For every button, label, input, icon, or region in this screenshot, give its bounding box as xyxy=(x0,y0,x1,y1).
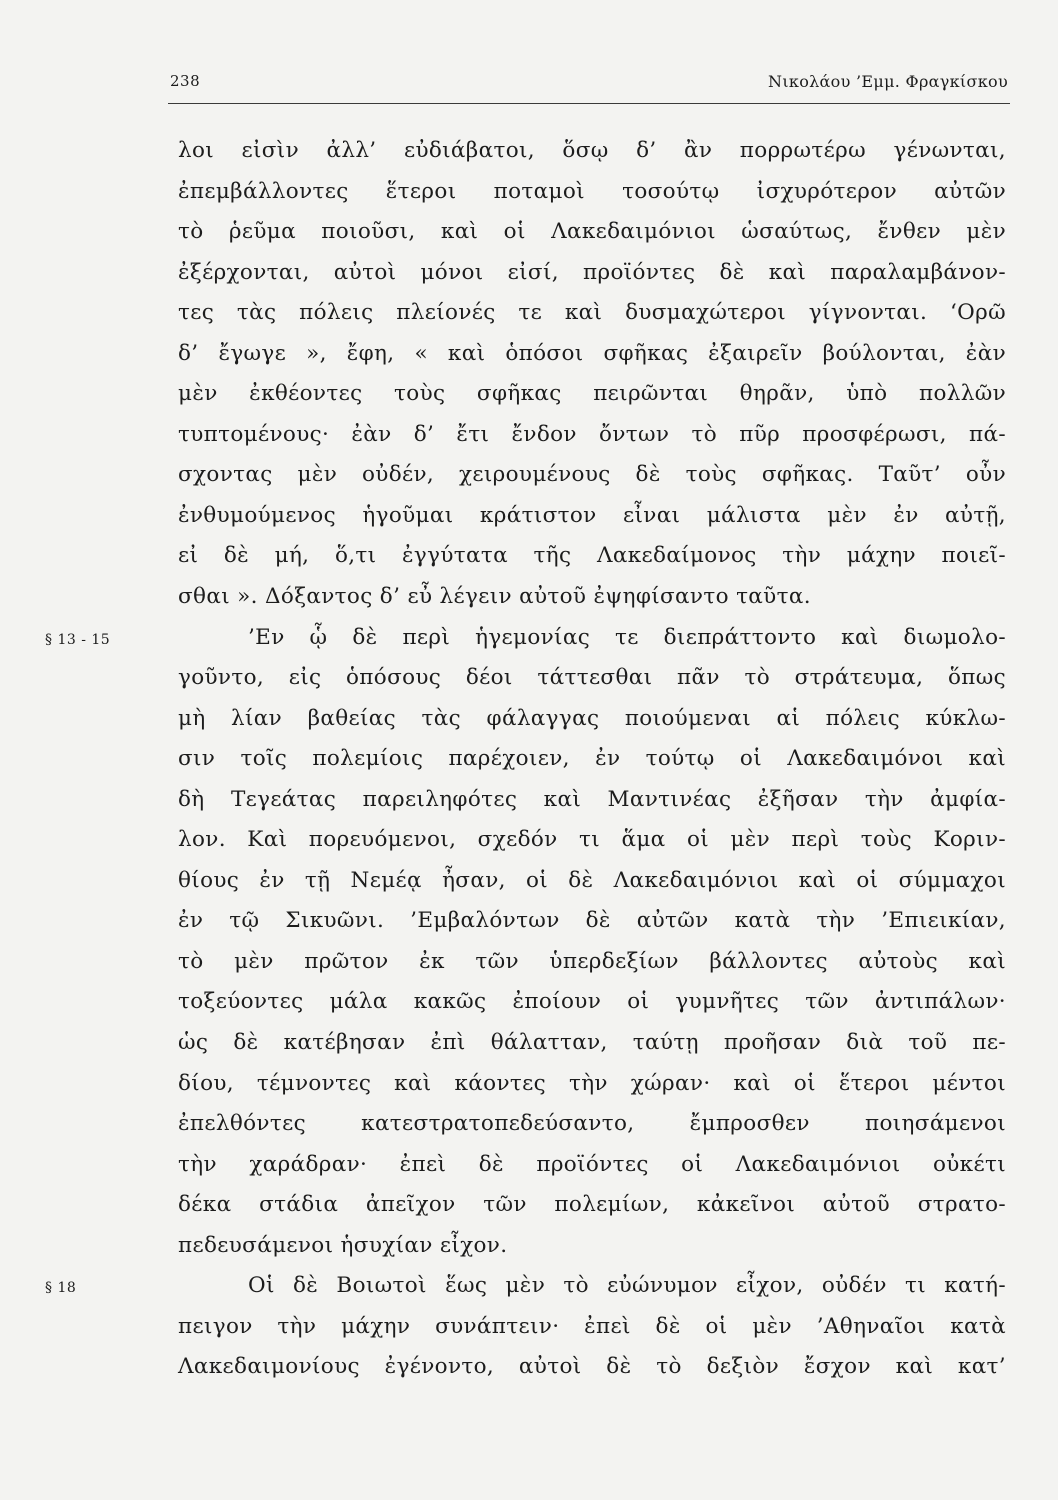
body-text xyxy=(45,131,1006,1388)
text-line: δ’ ἔγωγε », ἔφη, « καὶ ὁπόσοι σφῆκας ἐξαιρεῖν βούλονται, ἐὰν xyxy=(178,340,1006,366)
text-line: ἐξέρχονται, αὐτοὶ μόνοι εἰσί, προϊόντες δὲ καὶ παραλαμβάνον- xyxy=(178,259,1006,285)
text-line: τὸ ῥεῦμα ποιοῦσι, καὶ οἱ Λακεδαιμόνιοι ὡσαύτως, ἔνθεν μὲν xyxy=(178,219,1006,245)
page-number: 238 xyxy=(170,72,201,90)
text-line: τὸ μὲν πρῶτον ἐκ τῶν ὑπερδεξίων βάλλοντες αὐτοὺς καὶ xyxy=(178,948,1006,974)
text-line: Λακεδαιμονίους ἐγένοντο, αὐτοὶ δὲ τὸ δεξιὸν ἔσχον καὶ κατ’ xyxy=(178,1354,1006,1380)
text-line: μὲν ἐκθέοντες τοὺς σφῆκας πειρῶνται θηρᾶν, ὑπὸ πολλῶν xyxy=(178,381,1006,407)
text-line: γοῦντο, εἰς ὁπόσους δέοι τάττεσθαι πᾶν τὸ στράτευμα, ὅπως xyxy=(178,665,1006,691)
text-line: δίου, τέμνοντες καὶ κάοντες τὴν χώραν· καὶ οἱ ἕτεροι μέντοι xyxy=(178,1070,1006,1096)
text-line: τοξεύοντες μάλα κακῶς ἐποίουν οἱ γυμνῆτες τῶν ἀντιπάλων· xyxy=(178,989,1006,1015)
text-line: δὴ Τεγεάτας παρειληφότες καὶ Μαντινέας ἐξῆσαν τὴν ἀμφία- xyxy=(178,786,1006,812)
text-line: θίους ἐν τῇ Νεμέᾳ ἦσαν, οἱ δὲ Λακεδαιμόνιοι καὶ οἱ σύμμαχοι xyxy=(178,867,1006,893)
text-line: ὡς δὲ κατέβησαν ἐπὶ θάλατταν, ταύτῃ προῆσαν διὰ τοῦ πε- xyxy=(178,1030,1006,1056)
text-line: σιν τοῖς πολεμίοις παρέχοιεν, ἐν τούτῳ οἱ Λακεδαιμόνοι καὶ xyxy=(178,746,1006,772)
page-header xyxy=(170,72,1008,100)
text-line: ἐν τῷ Σικυῶνι. ’Εμβαλόντων δὲ αὐτῶν κατὰ τὴν ’Επιεικίαν, xyxy=(178,908,1006,934)
text-line: δέκα στάδια ἀπεῖχον τῶν πολεμίων, κἀκεῖνοι αὐτοῦ στρατο- xyxy=(178,1192,1006,1218)
text-line: πεδευσάμενοι ἡσυχίαν εἶχον. xyxy=(178,1232,508,1258)
text-line: τες τὰς πόλεις πλείονές τε καὶ δυσμαχώτεροι γίγνονται. ‘Ορῶ xyxy=(178,300,1006,326)
text-line: λοι εἰσὶν ἀλλ’ εὐδιάβατοι, ὅσῳ δ’ ἂν πορρωτέρω γένωνται, xyxy=(178,138,1006,163)
text-line: λον. Καὶ πορευόμενοι, σχεδόν τι ἅμα οἱ μὲν περὶ τοὺς Κοριν- xyxy=(178,827,1006,853)
text-line-with-marker xyxy=(45,1266,1006,1307)
text-line: ἐπελθόντες κατεστρατοπεδεύσαντο, ἔμπροσθεν ποιησάμενοι xyxy=(178,1111,1006,1137)
text-line: τυπτομένους· ἐὰν δ’ ἔτι ἔνδον ὄντων τὸ πῦρ προσφέρωσι, πά- xyxy=(178,421,1006,447)
text-line-content: Οἱ δὲ Βοιωτοὶ ἕως μὲν τὸ εὐώνυμον εἶχον, οὐδέν τι κατή- xyxy=(248,1273,1006,1299)
text-line: τὴν χαράδραν· ἐπεὶ δὲ προϊόντες οἱ Λακεδαιμόνιοι οὐκέτι xyxy=(178,1151,1006,1177)
text-line: σθαι ». Δόξαντος δ’ εὖ λέγειν αὐτοῦ ἐψηφίσαντο ταῦτα. xyxy=(178,584,811,610)
text-line-content: ’Εν ᾧ δὲ περὶ ἡγεμονίας τε διεπράττοντο καὶ διωμολο- xyxy=(248,624,1006,650)
running-head: Νικολάου ’Εμμ. Φραγκίσκου xyxy=(768,72,1008,91)
text-line-with-marker xyxy=(45,618,1006,659)
section-marker: § 13 - 15 xyxy=(45,631,111,648)
text-line: πειγον τὴν μάχην συνάπτειν· ἐπεὶ δὲ οἱ μὲν ’Αθηναῖοι κατὰ xyxy=(178,1313,1006,1339)
text-line: σχοντας μὲν οὐδέν, χειρουμένους δὲ τοὺς σφῆκας. Ταῦτ’ οὖν xyxy=(178,462,1006,488)
text-line: μὴ λίαν βαθείας τὰς φάλαγγας ποιούμεναι αἱ πόλεις κύκλω- xyxy=(178,705,1006,731)
header-rule xyxy=(168,103,1010,104)
text-line: ἐνθυμούμενος ἡγοῦμαι κράτιστον εἶναι μάλιστα μὲν ἐν αὐτῇ, xyxy=(178,502,1006,528)
section-marker: § 18 xyxy=(45,1280,77,1297)
text-line: εἰ δὲ μή, ὅ,τι ἐγγύτατα τῆς Λακεδαίμονος τὴν μάχην ποιεῖ- xyxy=(178,543,1006,569)
text-line: ἐπεμβάλλοντες ἕτεροι ποταμοὶ τοσούτῳ ἰσχυρότερον αὐτῶν xyxy=(178,178,1006,204)
